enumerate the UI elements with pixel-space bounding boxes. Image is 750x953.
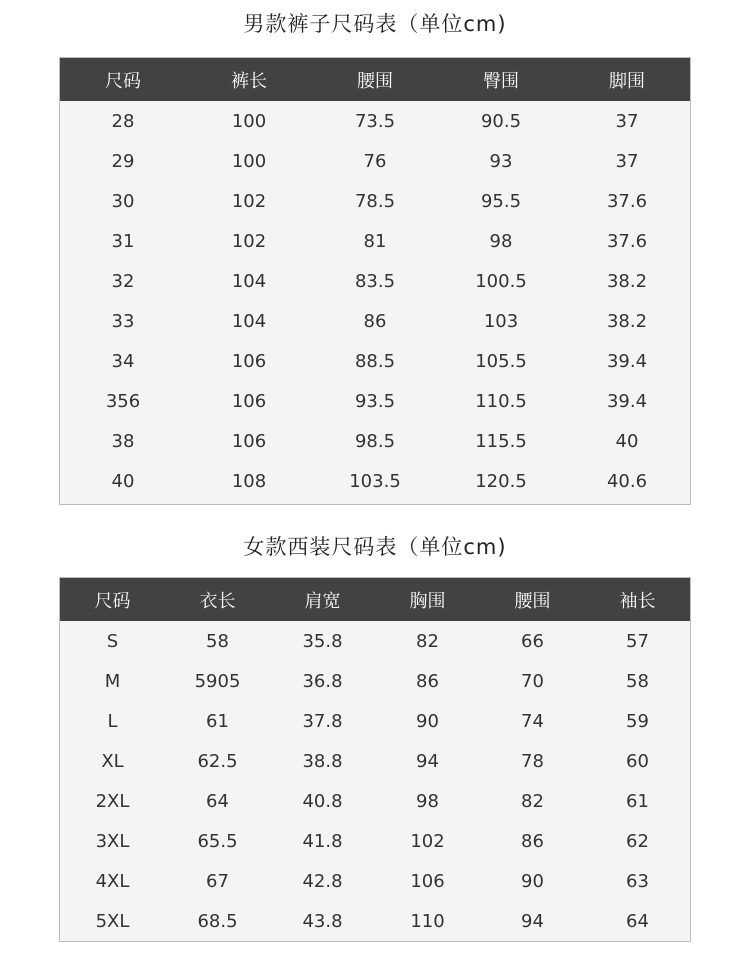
table-cell: 106 bbox=[231, 430, 267, 452]
table-row bbox=[60, 901, 690, 941]
table-cell: 40 bbox=[111, 470, 135, 492]
table-cell: 34 bbox=[111, 350, 135, 372]
table-cell: 90 bbox=[521, 870, 544, 892]
table-cell: 102 bbox=[410, 830, 445, 852]
table-cell: 98.5 bbox=[354, 430, 396, 452]
table-cell: 74 bbox=[521, 710, 544, 732]
table-cell: 90.5 bbox=[480, 110, 522, 132]
header-cell-shoulder: 肩宽 bbox=[304, 590, 341, 612]
table-cell: 106 bbox=[231, 350, 267, 372]
table-cell: L bbox=[107, 710, 118, 732]
table-cell: 59 bbox=[626, 710, 649, 732]
table-cell: 60 bbox=[626, 750, 649, 772]
table-row bbox=[60, 101, 690, 141]
table-cell: 62.5 bbox=[197, 750, 238, 772]
table-cell: 110.5 bbox=[475, 390, 527, 412]
table-cell: 95.5 bbox=[480, 190, 522, 212]
table-cell: 61 bbox=[626, 790, 649, 812]
table-cell: 78 bbox=[521, 750, 544, 772]
table-row bbox=[60, 261, 690, 301]
table-cell: 108 bbox=[231, 470, 267, 492]
table-cell: 98 bbox=[416, 790, 439, 812]
table-row bbox=[60, 341, 690, 381]
men-table-title: 男款裤子尺码表（单位cm) bbox=[243, 12, 507, 36]
table-cell: 4XL bbox=[95, 870, 130, 892]
table-cell: 37.6 bbox=[606, 230, 648, 252]
table-cell: 100 bbox=[231, 150, 267, 172]
table-row bbox=[60, 621, 690, 661]
table-cell: 93 bbox=[489, 150, 513, 172]
table-cell: 106 bbox=[231, 390, 267, 412]
table-cell: 98 bbox=[489, 230, 513, 252]
table-header-row bbox=[60, 578, 690, 621]
table-cell: 42.8 bbox=[302, 870, 343, 892]
table-row bbox=[60, 701, 690, 741]
table-cell: 100 bbox=[231, 110, 267, 132]
table-cell: 102 bbox=[231, 230, 267, 252]
table-row bbox=[60, 221, 690, 261]
table-cell: 66 bbox=[521, 630, 544, 652]
header-cell-size: 尺码 bbox=[105, 70, 141, 92]
table-cell: 58 bbox=[206, 630, 229, 652]
table-cell: 38.2 bbox=[606, 310, 648, 332]
table-cell: 86 bbox=[416, 670, 439, 692]
women-size-table bbox=[59, 577, 691, 942]
table-cell: 103 bbox=[483, 310, 519, 332]
table-cell: 2XL bbox=[95, 790, 130, 812]
table-cell: 40 bbox=[615, 430, 639, 452]
table-cell: 36.8 bbox=[302, 670, 343, 692]
table-cell: 41.8 bbox=[302, 830, 343, 852]
table-row bbox=[60, 781, 690, 821]
table-row bbox=[60, 661, 690, 701]
table-cell: 115.5 bbox=[475, 430, 527, 452]
table-cell: 106 bbox=[410, 870, 445, 892]
table-header-row bbox=[60, 58, 690, 101]
table-cell: 70 bbox=[521, 670, 544, 692]
table-cell: 68.5 bbox=[197, 910, 238, 932]
table-cell: 64 bbox=[626, 910, 649, 932]
header-cell-hip: 臀围 bbox=[483, 70, 519, 92]
table-cell: 94 bbox=[521, 910, 544, 932]
table-cell: 38.2 bbox=[606, 270, 648, 292]
table-cell: 29 bbox=[111, 150, 135, 172]
table-cell: 110 bbox=[410, 910, 445, 932]
table-cell: 81 bbox=[363, 230, 387, 252]
table-cell: 76 bbox=[363, 150, 387, 172]
table-cell: 61 bbox=[206, 710, 229, 732]
header-cell-garment-length: 衣长 bbox=[199, 590, 236, 612]
table-cell: 88.5 bbox=[354, 350, 396, 372]
table-cell: 40.6 bbox=[606, 470, 648, 492]
table-row bbox=[60, 381, 690, 421]
table-row bbox=[60, 821, 690, 861]
table-cell: 31 bbox=[111, 230, 135, 252]
table-cell: 37 bbox=[615, 110, 639, 132]
table-cell: 38.8 bbox=[302, 750, 343, 772]
table-cell: 62 bbox=[626, 830, 649, 852]
men-size-table bbox=[59, 57, 691, 505]
women-table-title: 女款西装尺码表（单位cm) bbox=[243, 535, 507, 559]
table-cell: 43.8 bbox=[302, 910, 343, 932]
table-cell: 32 bbox=[111, 270, 135, 292]
table-cell: 105.5 bbox=[475, 350, 527, 372]
table-cell: 30 bbox=[111, 190, 135, 212]
table-cell: 40.8 bbox=[302, 790, 343, 812]
table-body bbox=[60, 101, 690, 501]
table-cell: 104 bbox=[231, 270, 267, 292]
table-row bbox=[60, 861, 690, 901]
table-cell: 38 bbox=[111, 430, 135, 452]
table-cell: 86 bbox=[363, 310, 387, 332]
table-cell: 37.6 bbox=[606, 190, 648, 212]
table-cell: 39.4 bbox=[606, 390, 648, 412]
table-cell: 63 bbox=[626, 870, 649, 892]
table-row bbox=[60, 301, 690, 341]
table-cell: 82 bbox=[521, 790, 544, 812]
table-cell: 39.4 bbox=[606, 350, 648, 372]
table-cell: 83.5 bbox=[354, 270, 396, 292]
table-cell: 35.8 bbox=[302, 630, 343, 652]
table-cell: 33 bbox=[111, 310, 135, 332]
table-row bbox=[60, 741, 690, 781]
header-cell-chest: 胸围 bbox=[409, 590, 446, 612]
table-cell: 86 bbox=[521, 830, 544, 852]
table-cell: 3XL bbox=[95, 830, 130, 852]
table-cell: 82 bbox=[416, 630, 439, 652]
table-body bbox=[60, 621, 690, 941]
table-row bbox=[60, 141, 690, 181]
table-cell: 102 bbox=[231, 190, 267, 212]
table-cell: 28 bbox=[111, 110, 135, 132]
table-cell: 78.5 bbox=[354, 190, 396, 212]
table-cell: S bbox=[106, 630, 119, 652]
table-cell: 103.5 bbox=[349, 470, 401, 492]
table-cell: 64 bbox=[206, 790, 229, 812]
table-row bbox=[60, 461, 690, 501]
table-cell: 58 bbox=[626, 670, 649, 692]
table-cell: 57 bbox=[626, 630, 649, 652]
header-cell-sleeve: 袖长 bbox=[619, 590, 656, 612]
table-cell: 100.5 bbox=[475, 270, 527, 292]
table-cell: 37 bbox=[615, 150, 639, 172]
table-cell: 356 bbox=[105, 390, 141, 412]
table-cell: 5XL bbox=[95, 910, 130, 932]
table-cell: 120.5 bbox=[475, 470, 527, 492]
table-cell: 5905 bbox=[194, 670, 241, 692]
header-cell-waist: 腰围 bbox=[357, 70, 393, 92]
table-cell: 104 bbox=[231, 310, 267, 332]
header-cell-pants-length: 裤长 bbox=[231, 70, 267, 92]
table-cell: 67 bbox=[206, 870, 229, 892]
table-cell: 73.5 bbox=[354, 110, 396, 132]
header-cell-leg-opening: 脚围 bbox=[609, 70, 645, 92]
table-cell: M bbox=[104, 670, 121, 692]
table-cell: 65.5 bbox=[197, 830, 238, 852]
table-cell: 37.8 bbox=[302, 710, 343, 732]
header-cell-size: 尺码 bbox=[94, 590, 131, 612]
table-cell: 94 bbox=[416, 750, 439, 772]
table-cell: 90 bbox=[416, 710, 439, 732]
table-cell: 93.5 bbox=[354, 390, 396, 412]
table-cell: XL bbox=[101, 750, 124, 772]
table-row bbox=[60, 181, 690, 221]
header-cell-waist: 腰围 bbox=[514, 590, 551, 612]
table-row bbox=[60, 421, 690, 461]
